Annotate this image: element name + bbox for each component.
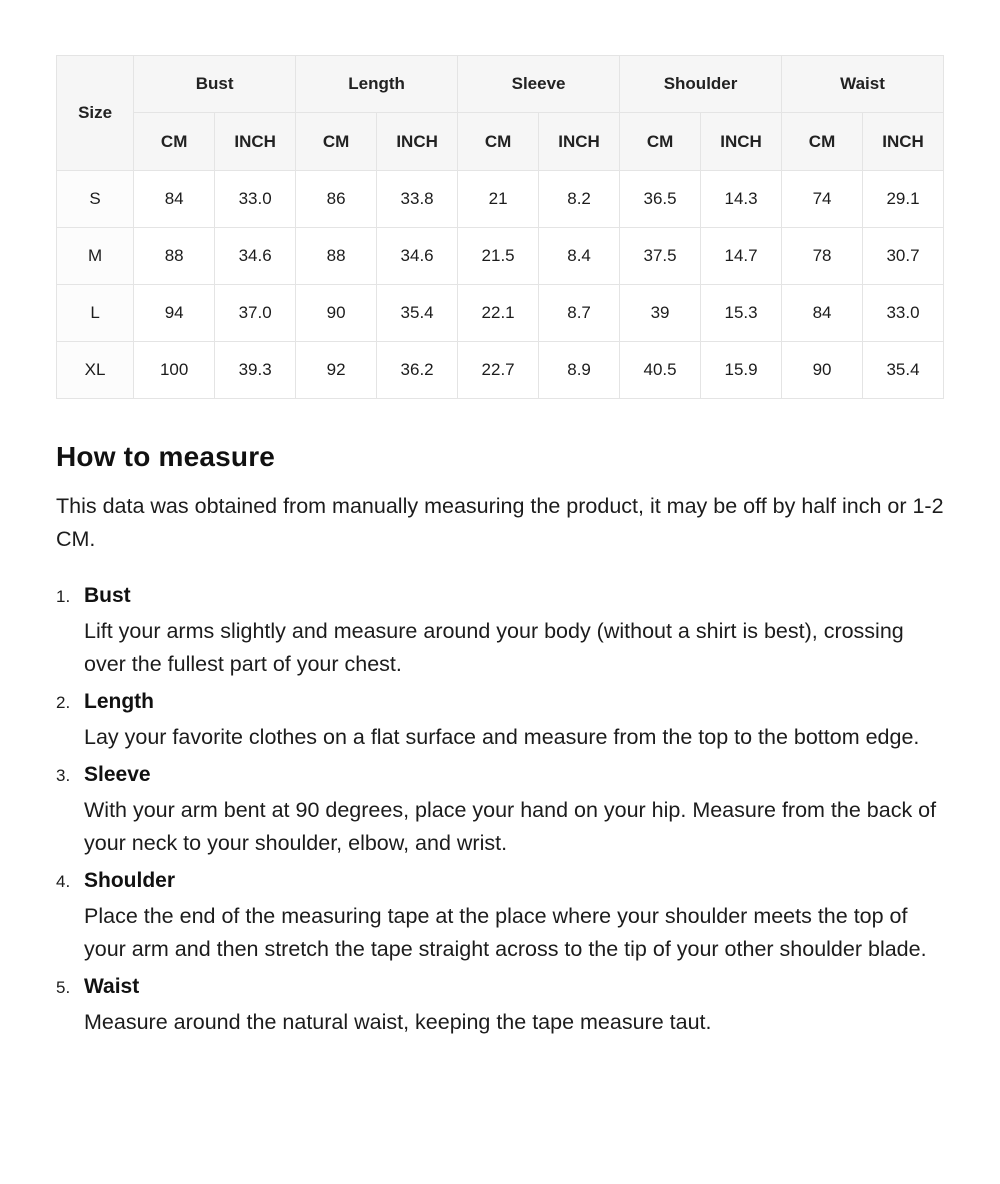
table-cell: 36.2 <box>377 342 458 399</box>
table-cell: 34.6 <box>215 228 296 285</box>
col-header-size: Size <box>57 56 134 171</box>
list-item-head <box>56 975 944 999</box>
table-cell: 84 <box>134 171 215 228</box>
table-cell: 88 <box>134 228 215 285</box>
group-header-bust: Bust <box>134 56 296 113</box>
group-header-row <box>57 56 944 113</box>
table-cell: 30.7 <box>863 228 944 285</box>
unit-header: INCH <box>701 113 782 171</box>
table-cell: 8.4 <box>539 228 620 285</box>
table-cell: 22.7 <box>458 342 539 399</box>
table-cell: 37.5 <box>620 228 701 285</box>
table-cell: 100 <box>134 342 215 399</box>
table-cell: 33.0 <box>863 285 944 342</box>
table-row <box>57 285 944 342</box>
list-item-title: Length <box>84 690 154 713</box>
list-item-number: 2. <box>56 693 71 712</box>
table-cell: 90 <box>782 342 863 399</box>
list-item <box>56 690 944 754</box>
size-label: S <box>57 171 134 228</box>
list-item-text: With your arm bent at 90 degrees, place your hand on your hip. Measure from the back of your neck to your shoulder, elbow, and wrist. <box>84 798 937 855</box>
unit-header: CM <box>296 113 377 171</box>
size-label: L <box>57 285 134 342</box>
list-item-number: 3. <box>56 766 71 785</box>
list-item-text: Lift your arms slightly and measure around your body (without a shirt is best), crossing over the fullest part of your chest. <box>84 619 904 676</box>
list-item-head <box>56 869 944 893</box>
table-cell: 21.5 <box>458 228 539 285</box>
table-cell: 8.2 <box>539 171 620 228</box>
list-item-head <box>56 690 944 714</box>
table-cell: 34.6 <box>377 228 458 285</box>
unit-header: INCH <box>539 113 620 171</box>
list-item-number: 5. <box>56 978 71 997</box>
group-header-sleeve: Sleeve <box>458 56 620 113</box>
list-item-title: Waist <box>84 975 140 998</box>
table-cell: 92 <box>296 342 377 399</box>
table-cell: 78 <box>782 228 863 285</box>
table-cell: 86 <box>296 171 377 228</box>
table-cell: 84 <box>782 285 863 342</box>
group-header-shoulder: Shoulder <box>620 56 782 113</box>
table-cell: 88 <box>296 228 377 285</box>
table-cell: 40.5 <box>620 342 701 399</box>
table-cell: 21 <box>458 171 539 228</box>
list-item-head <box>56 763 944 787</box>
unit-header: INCH <box>863 113 944 171</box>
table-cell: 8.9 <box>539 342 620 399</box>
list-item-head <box>56 584 944 608</box>
size-chart-table <box>56 55 944 399</box>
list-item-text: Lay your favorite clothes on a flat surface and measure from the top to the bottom edge. <box>84 725 920 749</box>
unit-header-row <box>57 113 944 171</box>
table-cell: 14.7 <box>701 228 782 285</box>
table-cell: 14.3 <box>701 171 782 228</box>
table-cell: 35.4 <box>863 342 944 399</box>
list-item <box>56 584 944 681</box>
table-row <box>57 342 944 399</box>
group-header-waist: Waist <box>782 56 944 113</box>
list-item-title: Shoulder <box>84 869 176 892</box>
unit-header: CM <box>620 113 701 171</box>
table-cell: 29.1 <box>863 171 944 228</box>
list-item <box>56 975 944 1039</box>
measure-instructions-list <box>56 584 944 1039</box>
table-row <box>57 228 944 285</box>
table-cell: 22.1 <box>458 285 539 342</box>
table-cell: 36.5 <box>620 171 701 228</box>
list-item-text: Measure around the natural waist, keeping the tape measure taut. <box>84 1010 712 1034</box>
list-item-number: 4. <box>56 872 71 891</box>
size-label: XL <box>57 342 134 399</box>
list-item <box>56 763 944 860</box>
unit-header: CM <box>458 113 539 171</box>
table-cell: 15.9 <box>701 342 782 399</box>
table-cell: 35.4 <box>377 285 458 342</box>
group-header-length: Length <box>296 56 458 113</box>
list-item <box>56 869 944 966</box>
table-cell: 15.3 <box>701 285 782 342</box>
list-item-title: Bust <box>84 584 131 607</box>
table-cell: 8.7 <box>539 285 620 342</box>
unit-header: CM <box>782 113 863 171</box>
table-cell: 94 <box>134 285 215 342</box>
table-cell: 74 <box>782 171 863 228</box>
how-to-measure-heading: How to measure <box>56 441 276 472</box>
unit-header: INCH <box>377 113 458 171</box>
table-cell: 33.0 <box>215 171 296 228</box>
list-item-number: 1. <box>56 587 71 606</box>
table-cell: 37.0 <box>215 285 296 342</box>
unit-header: INCH <box>215 113 296 171</box>
table-cell: 39 <box>620 285 701 342</box>
table-cell: 33.8 <box>377 171 458 228</box>
intro-paragraph: This data was obtained from manually measuring the product, it may be off by half inch or 1-2 CM. <box>56 494 944 551</box>
unit-header: CM <box>134 113 215 171</box>
table-cell: 39.3 <box>215 342 296 399</box>
size-label: M <box>57 228 134 285</box>
table-cell: 90 <box>296 285 377 342</box>
list-item-title: Sleeve <box>84 763 151 786</box>
table-row <box>57 171 944 228</box>
list-item-text: Place the end of the measuring tape at the place where your shoulder meets the top of your arm and then stretch the tape straight across to the tip of your other shoulder blade. <box>84 904 927 961</box>
